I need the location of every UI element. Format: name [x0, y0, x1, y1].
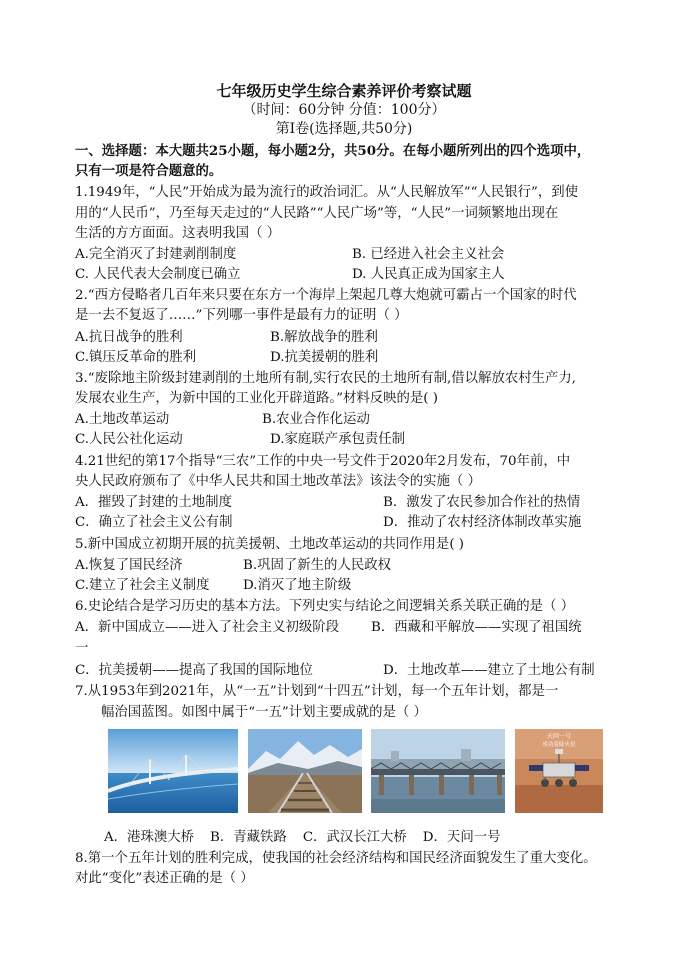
q7-option-d[interactable]: D．天问一号: [422, 830, 501, 845]
q5-option-d[interactable]: D.消灭了地主阶级: [243, 578, 352, 593]
q8-stem-1: 8.第一个五年计划的胜利完成，使我国的社会经济结构和国民经济面貌发生了重大变化。: [75, 851, 597, 866]
q3-option-b[interactable]: B.农业合作化运动: [262, 412, 370, 427]
q7-stem-2: 幅治国蓝图。如图中属于“一五”计划主要成就的是（ ）: [101, 705, 427, 720]
q4-stem-1: 4.21世纪的第17个指导“三农”工作的中央一号文件于2020年2月发布，70年前，中: [75, 454, 571, 469]
q4-option-d[interactable]: D．推动了农村经济体制改革实施: [383, 515, 582, 530]
q8-stem-2: 对此“变化”表述正确的是（ ）: [75, 871, 254, 886]
instructions-line-1: 一、选择题：本大题共25小题，每小题2分，共50分。在每小题所列出的四个选项中，: [75, 143, 591, 159]
q5-option-c[interactable]: C.建立了社会主义制度: [75, 578, 210, 593]
q2-option-b[interactable]: B.解放战争的胜利: [270, 330, 378, 345]
railway-photo-icon: [248, 729, 362, 813]
section-title: 第Ⅰ卷(选择题,共50分): [275, 121, 413, 137]
q2-stem-2: 是一去不复返了……”下列哪一事件是最有力的证明（ ）: [75, 308, 408, 323]
q1-option-a[interactable]: A.完全消灭了封建剥削制度: [75, 247, 237, 262]
q7-option-c[interactable]: C．武汉长江大桥: [302, 830, 407, 845]
mars-rover-photo-icon: [515, 729, 603, 813]
bridge-photo-icon: [108, 729, 238, 813]
q3-option-d[interactable]: D.家庭联产承包责任制: [270, 432, 406, 447]
q1-stem-2: 用的“人民币”，乃至每天走过的“人民路”“人民广场”等，“人民”一词频繁地出现在: [75, 206, 559, 221]
q1-stem-1: 1.1949年，“人民”开始成为最为流行的政治词汇。从“人民解放军”“人民银行”，到使: [75, 185, 579, 200]
instructions-line-2: 只有一项是符合题意的。: [75, 163, 223, 179]
q6-stem-1: 6.史论结合是学习历史的基本方法。下列史实与结论之间逻辑关系关联正确的是（ ）: [75, 599, 575, 614]
q7-option-a[interactable]: A．港珠澳大桥: [104, 830, 195, 845]
q7-options: [104, 826, 517, 845]
q6-option-b-wrap: 一: [75, 641, 89, 656]
rover-caption-2: 成功着陆火星: [542, 742, 576, 748]
exam-title: 七年级历史学生综合素养评价考察试题: [216, 82, 472, 100]
q7-option-b[interactable]: B．青藏铁路: [210, 830, 287, 845]
q5-option-b[interactable]: B.巩固了新生的人民政权: [243, 558, 392, 573]
q4-stem-2: 央人民政府颁布了《中华人民共和国土地改革法》该法令的实施（ ）: [75, 474, 481, 489]
q6-option-a[interactable]: A．新中国成立——进入了社会主义初级阶段: [75, 620, 340, 635]
q2-option-a[interactable]: A.抗日战争的胜利: [75, 330, 183, 345]
q1-option-c[interactable]: C. 人民代表大会制度已确立: [75, 267, 241, 282]
q5-option-a[interactable]: A.恢复了国民经济: [75, 558, 183, 573]
q4-option-c[interactable]: C．确立了社会主义公有制: [75, 515, 233, 530]
q1-stem-3: 生活的方方面面。这表明我国（ ）: [75, 226, 281, 241]
q3-stem-1: 3.“废除地主阶级封建剥削的土地所有制,实行农民的土地所有制,借以解放农村生产力,: [75, 371, 577, 386]
q2-stem-1: 2.“西方侵略者几百年来只要在东方一个海岸上架起几尊大炮就可霸占一个国家的时代: [75, 288, 577, 303]
q7-stem-1: 7.从1953年到2021年，从“一五”计划到“十四五”计划，每一个五年计划，都是一: [75, 684, 559, 699]
q6-option-d[interactable]: D．土地改革——建立了土地公有制: [383, 663, 595, 678]
rover-caption-1: 天问一号: [546, 733, 572, 740]
exam-time-score: （时间：60分钟 分值：100分）: [242, 102, 446, 118]
q6-option-c[interactable]: C．抗美援朝——提高了我国的国际地位: [75, 663, 313, 678]
q4-option-a[interactable]: A．摧毁了封建的土地制度: [75, 495, 232, 510]
q3-option-c[interactable]: C.人民公社化运动: [75, 432, 183, 447]
q2-option-d[interactable]: D.抗美援朝的胜利: [270, 350, 379, 365]
q5-stem-1: 5.新中国成立初期开展的抗美援朝、土地改革运动的共同作用是( ): [75, 537, 465, 552]
q4-option-b[interactable]: B．激发了农民参加合作社的热情: [383, 495, 581, 510]
q1-option-b[interactable]: B. 已经进入社会主义社会: [352, 247, 505, 262]
q1-option-d[interactable]: D. 人民真正成为国家主人: [352, 267, 505, 282]
river-bridge-photo-icon: [371, 729, 505, 813]
q2-option-c[interactable]: C.镇压反革命的胜利: [75, 350, 197, 365]
q6-option-b[interactable]: B．西藏和平解放——实现了祖国统: [371, 620, 582, 635]
q3-option-a[interactable]: A.土地改革运动: [75, 412, 170, 427]
q3-stem-2: 发展农业生产，为新中国的工业化开辟道路。”材料反映的是( ): [75, 391, 439, 406]
